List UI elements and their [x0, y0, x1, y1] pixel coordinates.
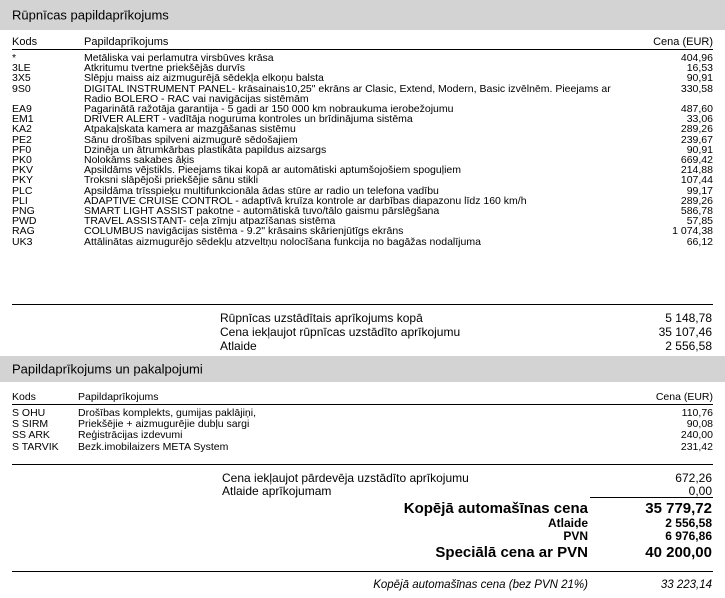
factory-item-code: PLI: [12, 194, 28, 207]
factory-col-desc: Papildaprīkojums: [84, 36, 169, 48]
vat-label: PVN: [563, 529, 588, 543]
dealer-item-row: [12, 442, 713, 453]
factory-column-headers: [12, 36, 713, 50]
dealer-item-description: Priekšējie + aizmugurējie dubļu sargi: [78, 418, 250, 431]
factory-section-header: [0, 0, 725, 30]
total-discount-line: [0, 516, 725, 529]
factory-item-code: *: [12, 52, 17, 64]
factory-summary-label: Cena iekļaujot rūpnīcas uzstādīto aprīkojumu: [220, 325, 461, 339]
factory-item-price: 107,44: [680, 174, 713, 187]
vat-line: [0, 529, 725, 542]
dealer-col-desc: Papildaprīkojums: [78, 391, 159, 403]
factory-item-price: 586,78: [680, 205, 713, 218]
dealer-item-price: 240,00: [680, 429, 713, 442]
factory-item-row: [12, 237, 713, 247]
dealer-items-list: [12, 408, 713, 453]
factory-item-description: Attālinātas aizmugurējo sēdekļu atzveltņu nolocīšana funkcija no bagāžas nodalījuma: [84, 235, 481, 248]
factory-item-code: 3LE: [12, 62, 31, 75]
dealer-summary-line-1: [0, 471, 725, 484]
factory-item-description: TRAVEL ASSISTANT- ceļa zīmju atpazīšanas sistēma: [84, 215, 336, 228]
factory-item-code: 9S0: [12, 82, 31, 95]
factory-item-code: PNG: [12, 205, 35, 218]
factory-item-code: PF0: [12, 143, 32, 156]
factory-item-description: Sānu drošības spilveni aizmugurē sēdošajiem: [84, 133, 298, 146]
factory-item-code: EM1: [12, 113, 34, 126]
factory-summary-line-3: [0, 339, 725, 352]
factory-summary-value: 2 556,58: [665, 339, 712, 353]
factory-item-code: RAG: [12, 225, 35, 238]
factory-item-description: Apsildāma trīsspieķu multifunkcionāla ādas stūre ar radio un telefona vadību: [84, 184, 439, 197]
factory-item-description: Pagarinātā ražotāja garantija - 5 gadi ar 150 000 km nobraukuma ierobežojumu: [84, 103, 454, 116]
total-discount-label: Atlaide: [547, 516, 588, 530]
dealer-item-code: S SIRM: [12, 418, 49, 431]
dealer-item-code: S TARVIK: [12, 440, 59, 453]
dealer-item-code: SS ARK: [12, 429, 50, 442]
factory-item-price: 330,58: [680, 82, 713, 95]
dealer-summary-label: Atlaide aprīkojumam: [222, 484, 332, 498]
footer-divider: [12, 571, 713, 572]
total-discount-value: 2 556,58: [665, 516, 712, 530]
factory-item-price: 90,91: [686, 143, 713, 156]
dealer-col-code: Kods: [12, 391, 36, 403]
factory-col-code: Kods: [12, 36, 38, 48]
special-price-value: 40 200,00: [645, 544, 712, 561]
factory-item-code: EA9: [12, 103, 32, 116]
special-price-label: Speciālā cena ar PVN: [435, 544, 588, 561]
factory-item-price: 90,91: [686, 72, 713, 85]
dealer-summary-line-2: [0, 484, 725, 497]
factory-item-price: 1 074,38: [672, 225, 713, 238]
factory-item-price: 404,96: [680, 52, 713, 64]
factory-summary-divider: [12, 304, 713, 305]
dealer-item-description: Drošības komplekts, gumijas paklājiņi,: [78, 407, 256, 419]
factory-section-title: Rūpnīcas papildaprīkojums: [12, 7, 169, 23]
dealer-col-price: Cena (EUR): [655, 391, 713, 403]
dealer-item-price: 90,08: [686, 418, 713, 431]
factory-item-price: 16,53: [686, 62, 713, 75]
factory-item-code: PK0: [12, 154, 32, 167]
factory-item-description: Dzinēja un ātrumkārbas plastikāta papildus aizsargs: [84, 143, 327, 156]
factory-item-description: Atkritumu tvertne priekšējās durvīs: [84, 62, 246, 75]
factory-summary-value: 35 107,46: [658, 325, 712, 339]
factory-item-code: PLC: [12, 184, 33, 197]
dealer-section-title: Papildaprīkojums un pakalpojumi: [12, 361, 203, 377]
dealer-summary-divider: [12, 464, 713, 465]
factory-item-description: COLUMBUS navigācijas sistēma - 9.2" krāsains skārienjūtīgs ekrāns: [84, 225, 404, 238]
net-price-value: 33 223,14: [660, 579, 712, 591]
factory-item-description: DRIVER ALERT - vadītāja noguruma kontroles un brīdinājuma sistēma: [84, 113, 413, 126]
factory-item-code: PWD: [12, 215, 37, 228]
factory-item-price: 289,26: [680, 194, 713, 207]
factory-item-price: 669,42: [680, 154, 713, 167]
totals-divider: [590, 497, 713, 498]
factory-item-price: 99,17: [686, 184, 713, 197]
total-price-value: 35 779,72: [645, 500, 712, 517]
factory-item-code: PKV: [12, 164, 34, 177]
factory-summary-line-2: [0, 325, 725, 338]
vat-value: 6 976,86: [665, 529, 712, 543]
factory-item-price: 487,60: [680, 103, 713, 116]
factory-item-price: 33,06: [686, 113, 713, 126]
special-price-line: [0, 544, 725, 562]
factory-item-description: DIGITAL INSTRUMENT PANEL- krāsainais10,25" ekrāns ar Clasic, Extend, Modern, Basic izvēlnēm. Pieejams ar Radio BOLERO - RAC vai navigācijas sistēmām: [84, 82, 611, 105]
factory-item-description: Nolokāms sakabes āķis: [84, 154, 195, 167]
dealer-summary-value: 0,00: [688, 484, 712, 498]
factory-item-code: KA2: [12, 123, 32, 136]
factory-item-description: ADAPTIVE CRUISE CONTROL - adaptīvā kruīza kontrole ar darbības diapazonu līdz 160 km/h: [84, 194, 527, 207]
factory-summary-label: Atlaide: [220, 339, 257, 353]
factory-item-price: 66,12: [686, 235, 713, 248]
dealer-item-description: Bezk.imobilaizers META System: [78, 440, 229, 453]
net-price-label: Kopējā automašīnas cena (bez PVN 21%): [373, 579, 588, 591]
factory-item-description: Metāliska vai perlamutra virsbūves krāsa: [84, 52, 274, 64]
factory-item-description: Slēpju maiss aiz aizmugurējā sēdekļa elkoņu balsta: [84, 72, 324, 85]
factory-item-description: Apsildāms vējstikls. Pieejams tikai kopā ar automātiski aptumšojošiem spoguļiem: [84, 164, 461, 177]
factory-item-code: 3X5: [12, 72, 31, 85]
dealer-summary-label: Cena iekļaujot pārdevēja uzstādīto aprīkojumu: [222, 471, 469, 485]
factory-col-price: Cena (EUR): [653, 36, 713, 48]
factory-item-row: [12, 84, 713, 104]
factory-summary-value: 5 148,78: [665, 311, 712, 325]
dealer-column-headers: [12, 391, 713, 405]
factory-item-description: Atpakaļskata kamera ar mazgāšanas sistēmu: [84, 123, 296, 136]
factory-item-price: 214,88: [680, 164, 713, 177]
factory-summary-line-1: [0, 311, 725, 324]
total-price-label: Kopējā automašīnas cena: [403, 500, 588, 517]
dealer-summary-value: 672,26: [675, 471, 712, 485]
dealer-item-code: S OHU: [12, 407, 46, 419]
net-price-line: [0, 579, 725, 592]
factory-item-code: UK3: [12, 235, 33, 248]
factory-item-code: PKY: [12, 174, 34, 187]
factory-item-price: 57,85: [686, 215, 713, 228]
factory-item-price: 239,67: [680, 133, 713, 146]
dealer-item-price: 110,76: [681, 407, 713, 419]
factory-item-price: 289,26: [680, 123, 713, 136]
factory-summary-label: Rūpnīcas uzstādītais aprīkojums kopā: [220, 311, 423, 325]
dealer-item-price: 231,42: [680, 440, 713, 453]
factory-items-list: [12, 53, 713, 247]
dealer-item-description: Reģistrācijas izdevumi: [78, 429, 183, 442]
dealer-section-header: [0, 356, 725, 382]
factory-item-description: SMART LIGHT ASSIST pakotne - automātiskā tuvo/tālo gaismu pārslēgšana: [84, 205, 440, 218]
dealer-item-row: [12, 430, 713, 441]
factory-item-code: PE2: [12, 133, 32, 146]
factory-item-description: Troksni slāpējoši priekšējie sānu stikli: [84, 174, 259, 187]
